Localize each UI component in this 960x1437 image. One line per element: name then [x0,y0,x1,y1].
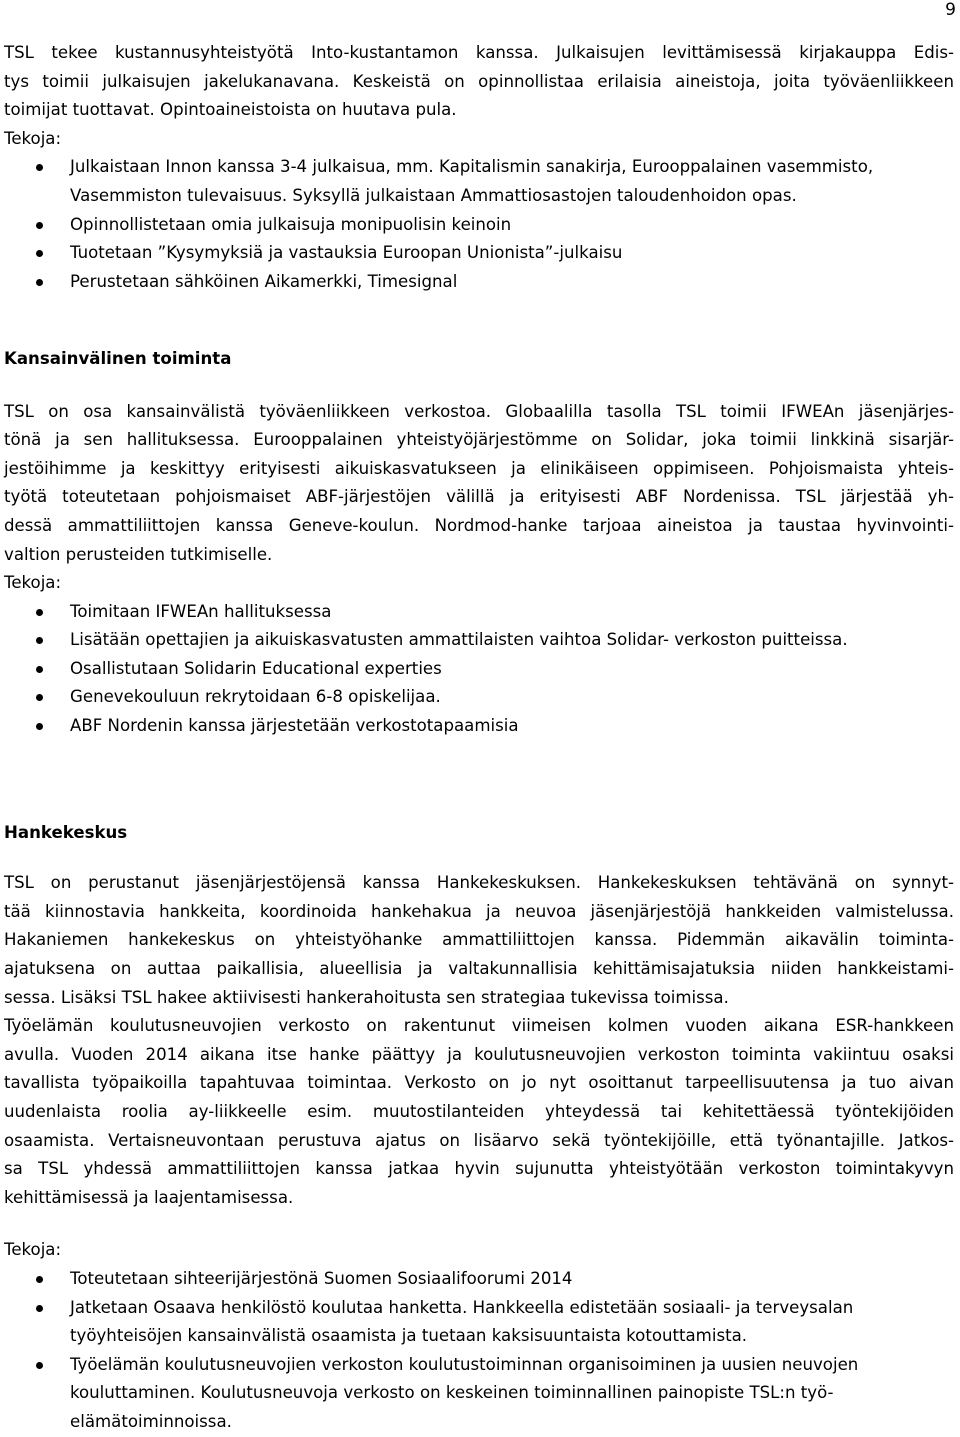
bullet-dot-icon [36,1305,43,1312]
hankekeskus-paragraph-1: TSL on perustanut jäsenjärjestöjensä kanssa Hankekeskuksen. Hankekeskuksen tehtävänä on synnyt- tää kiinnostavia hankkeita, koordinoida hankehakua ja neuvoa jäsenjärjestöjä hankkeiden valmistelussa. Hakaniemen hankekeskus on yhteistyöhanke ammattiliittojen kanssa. Pidemmän aikavälin toiminta- ajatuksena on auttaa paikallisia, alueellisia ja valtakunnallisia kehittämisajatuksia niiden hankkeistami- sessa. Lisäksi TSL hakee aktiivisesti hankerahoitusta sen strategiaa tukevissa toimissa. [4,873,954,1007]
intro-line: toimijat tuottavat. Opintoaineistoista on huutava pula. [4,100,457,120]
section-heading-hankekeskus: Hankekeskus [4,822,128,842]
intro-paragraph [4,39,954,125]
bullet-dot-icon [36,222,43,229]
bullet-dot-icon [36,609,43,616]
list-item: Opinnollistetaan omia julkaisuja monipuolisin keinoin [4,211,954,240]
bullet-dot-icon [36,723,43,730]
intro-line: TSL tekee kustannusyhteistyötä Into-kustantamon kanssa. Julkaisujen levittämisessä kirjakauppa Edis- [4,43,954,62]
list-item: ABF Nordenin kanssa järjestetään verkostotapaamisia [4,712,954,741]
list-item: Jatketaan Osaava henkilöstö koulutaa hanketta. Hankkeella edistetään sosiaali- ja terveysalan työyhteisöjen kansainvälistä osaamista ja tuetaan kaksisuuntaista kotouttamista. [4,1294,954,1351]
bullet-dot-icon [36,250,43,257]
bullet-dot-icon [36,1276,43,1283]
bullet-dot-icon [36,1362,43,1369]
bullet-dot-icon [36,666,43,673]
list-item: Lisätään opettajien ja aikuiskasvatusten ammattilaisten vaihtoa Solidar- verkoston puitteissa. [4,626,954,655]
list-item: Toteutetaan sihteerijärjestönä Suomen Sosiaalifoorumi 2014 [4,1265,954,1294]
bullet-dot-icon [36,164,43,171]
bullet-dot-icon [36,279,43,286]
list-item: Työelämän koulutusneuvojien verkoston koulutustoiminnan organisoiminen ja uusien neuvojen kouluttaminen. Koulutusneuvoja verkosto on keskeinen toiminnallinen painopiste TSL:n työ- elämätoiminnoissa. [4,1351,954,1437]
list-item: Tuotetaan ”Kysymyksiä ja vastauksia Euroopan Unionista”-julkaisu [4,239,954,268]
international-bullet-list [4,598,954,741]
intro-bullet-list [4,153,954,296]
intro-line: tys toimii julkaisujen jakelukanavana. Keskeistä on opinnollistaa erilaisia aineistoja, joita työväenliikkeen [4,71,954,91]
hankekeskus-tekoja-label: Tekoja: [4,1240,62,1260]
intro-tekoja-label: Tekoja: [4,128,62,148]
international-tekoja-label: Tekoja: [4,573,62,593]
bullet-dot-icon [36,637,43,644]
page-number: 9 [945,0,956,20]
list-item: Perustetaan sähköinen Aikamerkki, Timesignal [4,268,954,297]
page-content [4,39,954,1437]
list-item: Toimitaan IFWEAn hallituksessa [4,598,954,627]
section-heading-international: Kansainvälinen toiminta [4,348,232,368]
international-paragraph: TSL on osa kansainvälistä työväenliikkeen verkostoa. Globaalilla tasolla TSL toimii IFWEAn jäsenjärjes- tönä ja sen hallituksessa. Eurooppalainen yhteistyöjärjestömme on Solidar, joka toimii linkkinä sisarjär- jestöihimme ja keskittyy erityisesti aikuiskasvatukseen ja elinikäiseen oppimiseen. Pohjoismaista yhteis- työtä toteutetaan pohjoismaiset ABF-järjestöjen välillä ja erityisesti ABF Nordenissa. TSL järjestää yh- dessä ammattiliittojen kanssa Geneve-koulun. Nordmod-hanke tarjoaa aineistoa ja taustaa hyvinvointi- valtion perusteiden tutkimiselle. [4,401,954,564]
list-item: Julkaistaan Innon kanssa 3-4 julkaisua, mm. Kapitalismin sanakirja, Eurooppalainen vasemmisto, Vasemmiston tulevaisuus. Syksyllä julkaistaan Ammattiosastojen taloudenhoidon opas. [4,153,954,210]
hankekeskus-bullet-list [4,1265,954,1437]
bullet-dot-icon [36,694,43,701]
list-item: Osallistutaan Solidarin Educational experties [4,655,954,684]
hankekeskus-paragraph-2: Työelämän koulutusneuvojien verkosto on rakentunut viimeisen kolmen vuoden aikana ESR-hankkeen avulla. Vuoden 2014 aikana itse hanke päättyy ja koulutusneuvojien verkoston toiminta vakiintuu osaksi tavallista työpaikoilla tapahtuvaa toimintaa. Verkosto on jo nyt osoittanut tarpeellisuutensa ja tuo aivan uudenlaista roolia ay-liikkeelle esim. muutostilanteiden yhteydessä tai kehitettäessä työntekijöiden osaamista. Vertaisneuvontaan perustuva ajatus on lisäarvo sekä työntekijöille, että työnantajille. Jatkos- sa TSL yhdessä ammattiliittojen kanssa jatkaa hyvin sujunutta yhteistyötään verkoston toimintakyvyn kehittämisessä ja laajentamisessa. [4,1016,954,1207]
list-item: Genevekouluun rekrytoidaan 6-8 opiskelijaa. [4,683,954,712]
